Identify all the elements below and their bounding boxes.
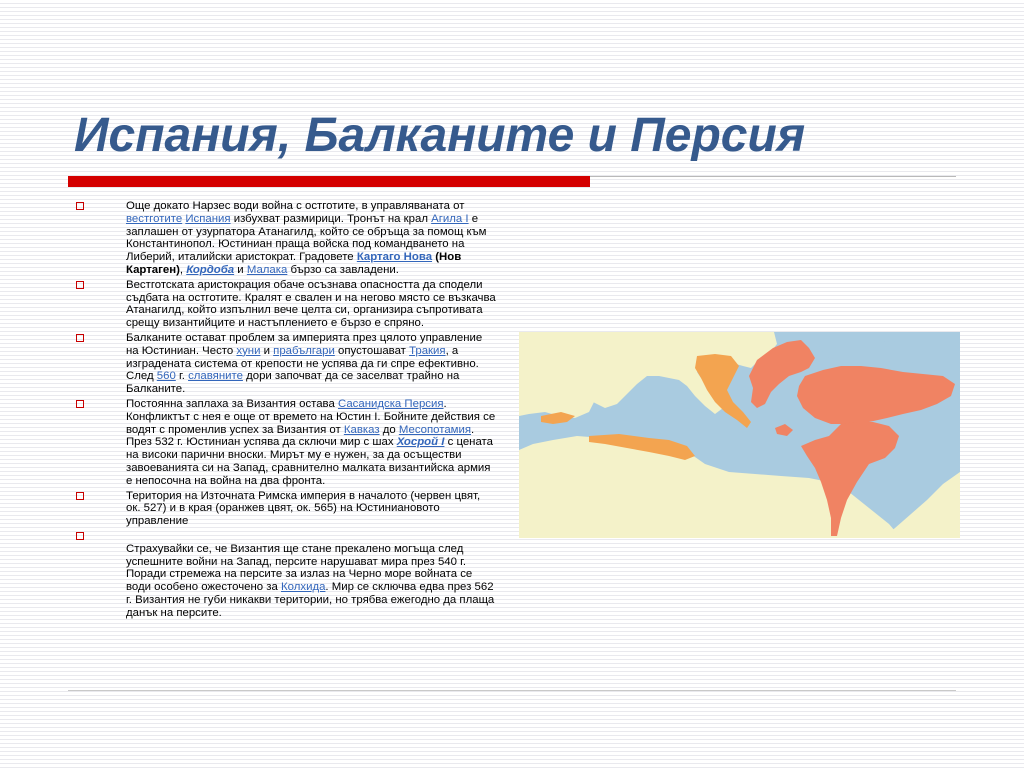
text-run: до: [379, 423, 399, 436]
text-run: Вестготската аристокрация обаче осъзнава опасността да сподели съдбата на остготите. Кралят е свален и на негово място се възкачва Атанагилд, който изпълнил вече целта си, организира съпротивата срещу византийците и настъплението е бързо е спряно.: [126, 278, 496, 330]
bullet-item-visigoth-resistance: [74, 279, 496, 330]
text-run: г.: [175, 370, 189, 383]
slide-title: Испания, Балканите и Персия: [74, 109, 806, 162]
wiki-link[interactable]: Картаго Нова: [356, 251, 433, 264]
wiki-link[interactable]: Месопотамия: [398, 423, 472, 436]
text-run: опустошават: [334, 344, 410, 357]
text-run: . Конфликтът с нея е още от времето на Юстин I. Бойните действия се водят с променлив успех за Византия от: [126, 397, 496, 436]
text-run: Постоянна заплаха за Византия остава: [126, 397, 338, 410]
bullet-text: [126, 398, 495, 487]
title-accent-bar: [68, 176, 590, 187]
bullet-square-icon: [76, 532, 84, 540]
wiki-link[interactable]: прабългари: [273, 344, 335, 357]
wiki-link[interactable]: Колхида: [281, 581, 326, 594]
text-run: . Мир се сключва едва през 562 г. Византия не губи никакви територии, но трябва ежегодно да плаща данък на персите.: [126, 581, 495, 619]
title-divider-line: [590, 176, 956, 177]
text-run: Още докато Нарзес води война с остготите, в управляваната от: [126, 200, 465, 212]
wiki-link[interactable]: Испания: [185, 212, 231, 225]
wiki-link[interactable]: Хосрой I: [396, 436, 445, 449]
text-run: Балканите остават проблем за империята през цялото управление на Юстиниан. Често: [126, 331, 483, 357]
text-run: , а изградената система от крепости не успява да ги спре ефективно. След: [126, 344, 479, 383]
text-run: е заплашен от узурпатора Атанагилд, който се обръща за помощ към Константинопол. Юстиниан праща войска под командването на Либерий, италийски аристократ. Градовете: [126, 212, 487, 264]
footer-divider-line: [68, 690, 956, 691]
wiki-link[interactable]: Кавказ: [343, 423, 380, 436]
wiki-link[interactable]: Тракия: [409, 344, 446, 357]
text-run: . През 532 г. Юстиниан успява да сключи мир с шах: [126, 423, 475, 449]
bullet-square-icon: [76, 202, 84, 210]
text-run: и: [260, 344, 274, 357]
bullet-square-icon: [76, 334, 84, 342]
text-run: избухват размирици. Тронът на крал: [230, 212, 432, 225]
bullet-item-spain: [74, 200, 496, 277]
text-run: и: [234, 263, 247, 276]
bullet-text: [126, 490, 480, 528]
bullet-text: [126, 543, 494, 619]
wiki-link[interactable]: вестготите: [126, 212, 183, 225]
bullet-square-icon: [76, 400, 84, 408]
bullet-list: [74, 200, 496, 622]
text-run: (Нов Картаген): [126, 251, 462, 276]
wiki-link[interactable]: Сасанидска Персия: [337, 397, 444, 410]
wiki-link[interactable]: 560: [156, 370, 176, 383]
bullet-item-colchis-war: [74, 530, 496, 620]
bullet-text: [126, 279, 496, 329]
bullet-square-icon: [76, 492, 84, 500]
bullet-text: [126, 332, 482, 395]
wiki-link[interactable]: Кордоба: [186, 263, 235, 276]
text-run: бързо са завладени.: [287, 263, 399, 276]
byzantine-empire-map: [519, 332, 960, 538]
wiki-link[interactable]: славяните: [188, 370, 243, 383]
bullet-item-balkans: [74, 332, 496, 396]
text-run: Територия на Източната Римска империя в началото (червен цвят, ок. 527) и в края (оранжев цвят, ок. 565) на Юстиниановото управление: [126, 489, 481, 528]
text-run: ,: [179, 263, 187, 276]
bullet-item-persia: [74, 398, 496, 488]
bullet-item-map-caption: [74, 490, 496, 528]
bullet-text: [126, 200, 486, 276]
wiki-link[interactable]: Малака: [246, 263, 288, 276]
text-run: дори започват да се заселват трайно на Балканите.: [126, 370, 460, 396]
text-run: с цената на високи парични вноски. Мирът му е нужен, за да осъществи завоеванията си на Запад, сравнително малката византийска армия е непосочна на война на два фронта.: [126, 436, 493, 487]
text-run: Страхувайки се, че Византия ще стане прекалено могъща след успешните войни на Запад, персите нарушават мира през 540 г. Поради стремежа на персите за излаз на Черно море войната се води особено ожесточено за: [126, 542, 473, 594]
bullet-square-icon: [76, 281, 84, 289]
wiki-link[interactable]: хуни: [236, 344, 261, 357]
wiki-link[interactable]: Агила I: [431, 212, 469, 225]
